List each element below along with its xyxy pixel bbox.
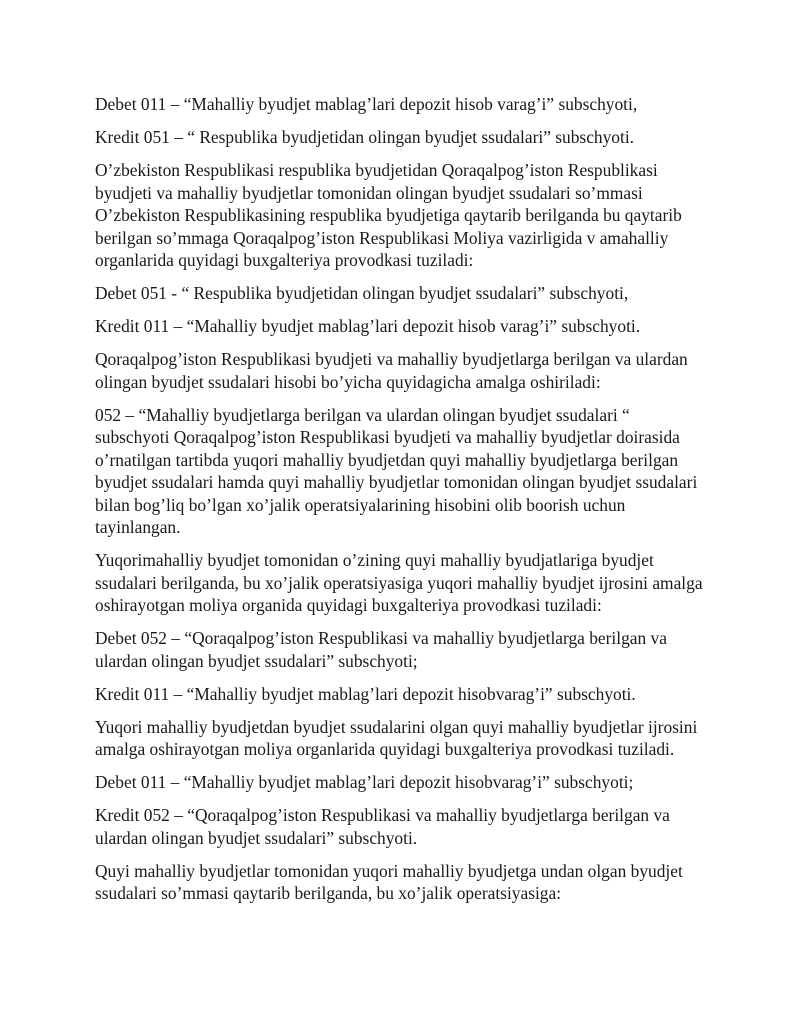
- paragraph-upper-budget-loan: Yuqorimahalliy byudjet tomonidan o’zining quyi mahalliy byudjatlariga byudjet ssudalari berilganda, bu xo’jalik operatsiyasiga yuqori mahalliy byudjet ijrosini amalga oshirayotgan moliya organida quyidagi buxgalteriya provodkasi tuziladi:: [95, 550, 703, 615]
- paragraph-kredit-052: Kredit 052 – “Qoraqalpog’iston Respublikasi va mahalliy byudjetlarga berilgan va ulardan olingan byudjet ssudalari” subschyoti.: [95, 805, 670, 848]
- document-body: [95, 93, 707, 915]
- paragraph-subaccount-052: 052 – “Mahalliy byudjetlarga berilgan va ulardan olingan byudjet ssudalari “ subschyoti Qoraqalpog’iston Respublikasi byudjeti va mahalliy byudjetlar doirasida o’rnatilgan tartibda yuqori mahalliy byudjetdan quyi mahalliy byudjetlarga berilgan byudjet ssudalari hamda quyi mahalliy byudjetlar tomonidan olingan byudjet ssudalari bilan bog’liq bo’lgan xo’jalik operatsiyalarining hisobini olib boorish uchun tayinlangan.: [95, 404, 698, 537]
- paragraph-kredit-011-b: Kredit 011 – “Mahalliy byudjet mablag’lari depozit hisobvarag’i” subschyoti.: [95, 683, 636, 704]
- paragraph-kredit-011: Kredit 011 – “Mahalliy byudjet mablag’lari depozit hisob varag’i” subschyoti.: [95, 316, 641, 336]
- paragraph-debet-011: Debet 011 – “Mahalliy byudjet mablag’lari depozit hisob varag’i” subschyoti,: [95, 94, 638, 114]
- paragraph-debet-051: Debet 051 - “ Respublika byudjetidan olingan byudjet ssudalari” subschyoti,: [95, 283, 629, 303]
- paragraph-accounting-intro: Qoraqalpog’iston Respublikasi byudjeti va mahalliy byudjetlarga berilgan va ulardan olingan byudjet ssudalari hisobi bo’yicha quyidagicha amalga oshiriladi:: [95, 349, 688, 392]
- paragraph-debet-052: Debet 052 – “Qoraqalpog’iston Respublikasi va mahalliy byudjetlarga berilgan va ulardan olingan byudjet ssudalari” subschyoti;: [95, 628, 667, 671]
- paragraph-kredit-051: Kredit 051 – “ Respublika byudjetidan olingan byudjet ssudalari” subschyoti.: [95, 127, 635, 147]
- paragraph-lower-budget-entry: Yuqori mahalliy byudjetdan byudjet ssudalarini olgan quyi mahalliy byudjetlar ijrosini amalga oshirayotgan moliya organlarida quyidagi buxgalteriya provodkasi tuziladi.: [95, 716, 698, 759]
- paragraph-loan-return-intro: O’zbekiston Respublikasi respublika byudjetidan Qoraqalpog’iston Respublikasi byudjeti va mahalliy byudjetlar tomonidan olingan byudjet ssudalari so’mmasi O’zbekiston Respublikasining respublika byudjetiga qaytarib berilganda bu qaytarib berilgan so’mmaga Qoraqalpog’iston Respublikasi Moliya vazirligida v amahalliy organlarida quyidagi buxgalteriya provodkasi tuziladi:: [95, 160, 682, 270]
- paragraph-debet-011-b: Debet 011 – “Mahalliy byudjet mablag’lari depozit hisobvarag’i” subschyoti;: [95, 772, 634, 792]
- paragraph-loan-repayment: Quyi mahalliy byudjetlar tomonidan yuqori mahalliy byudjetga undan olgan byudjet ssudalari so’mmasi qaytarib berilganda, bu xo’jalik operatsiyasiga:: [95, 860, 683, 903]
